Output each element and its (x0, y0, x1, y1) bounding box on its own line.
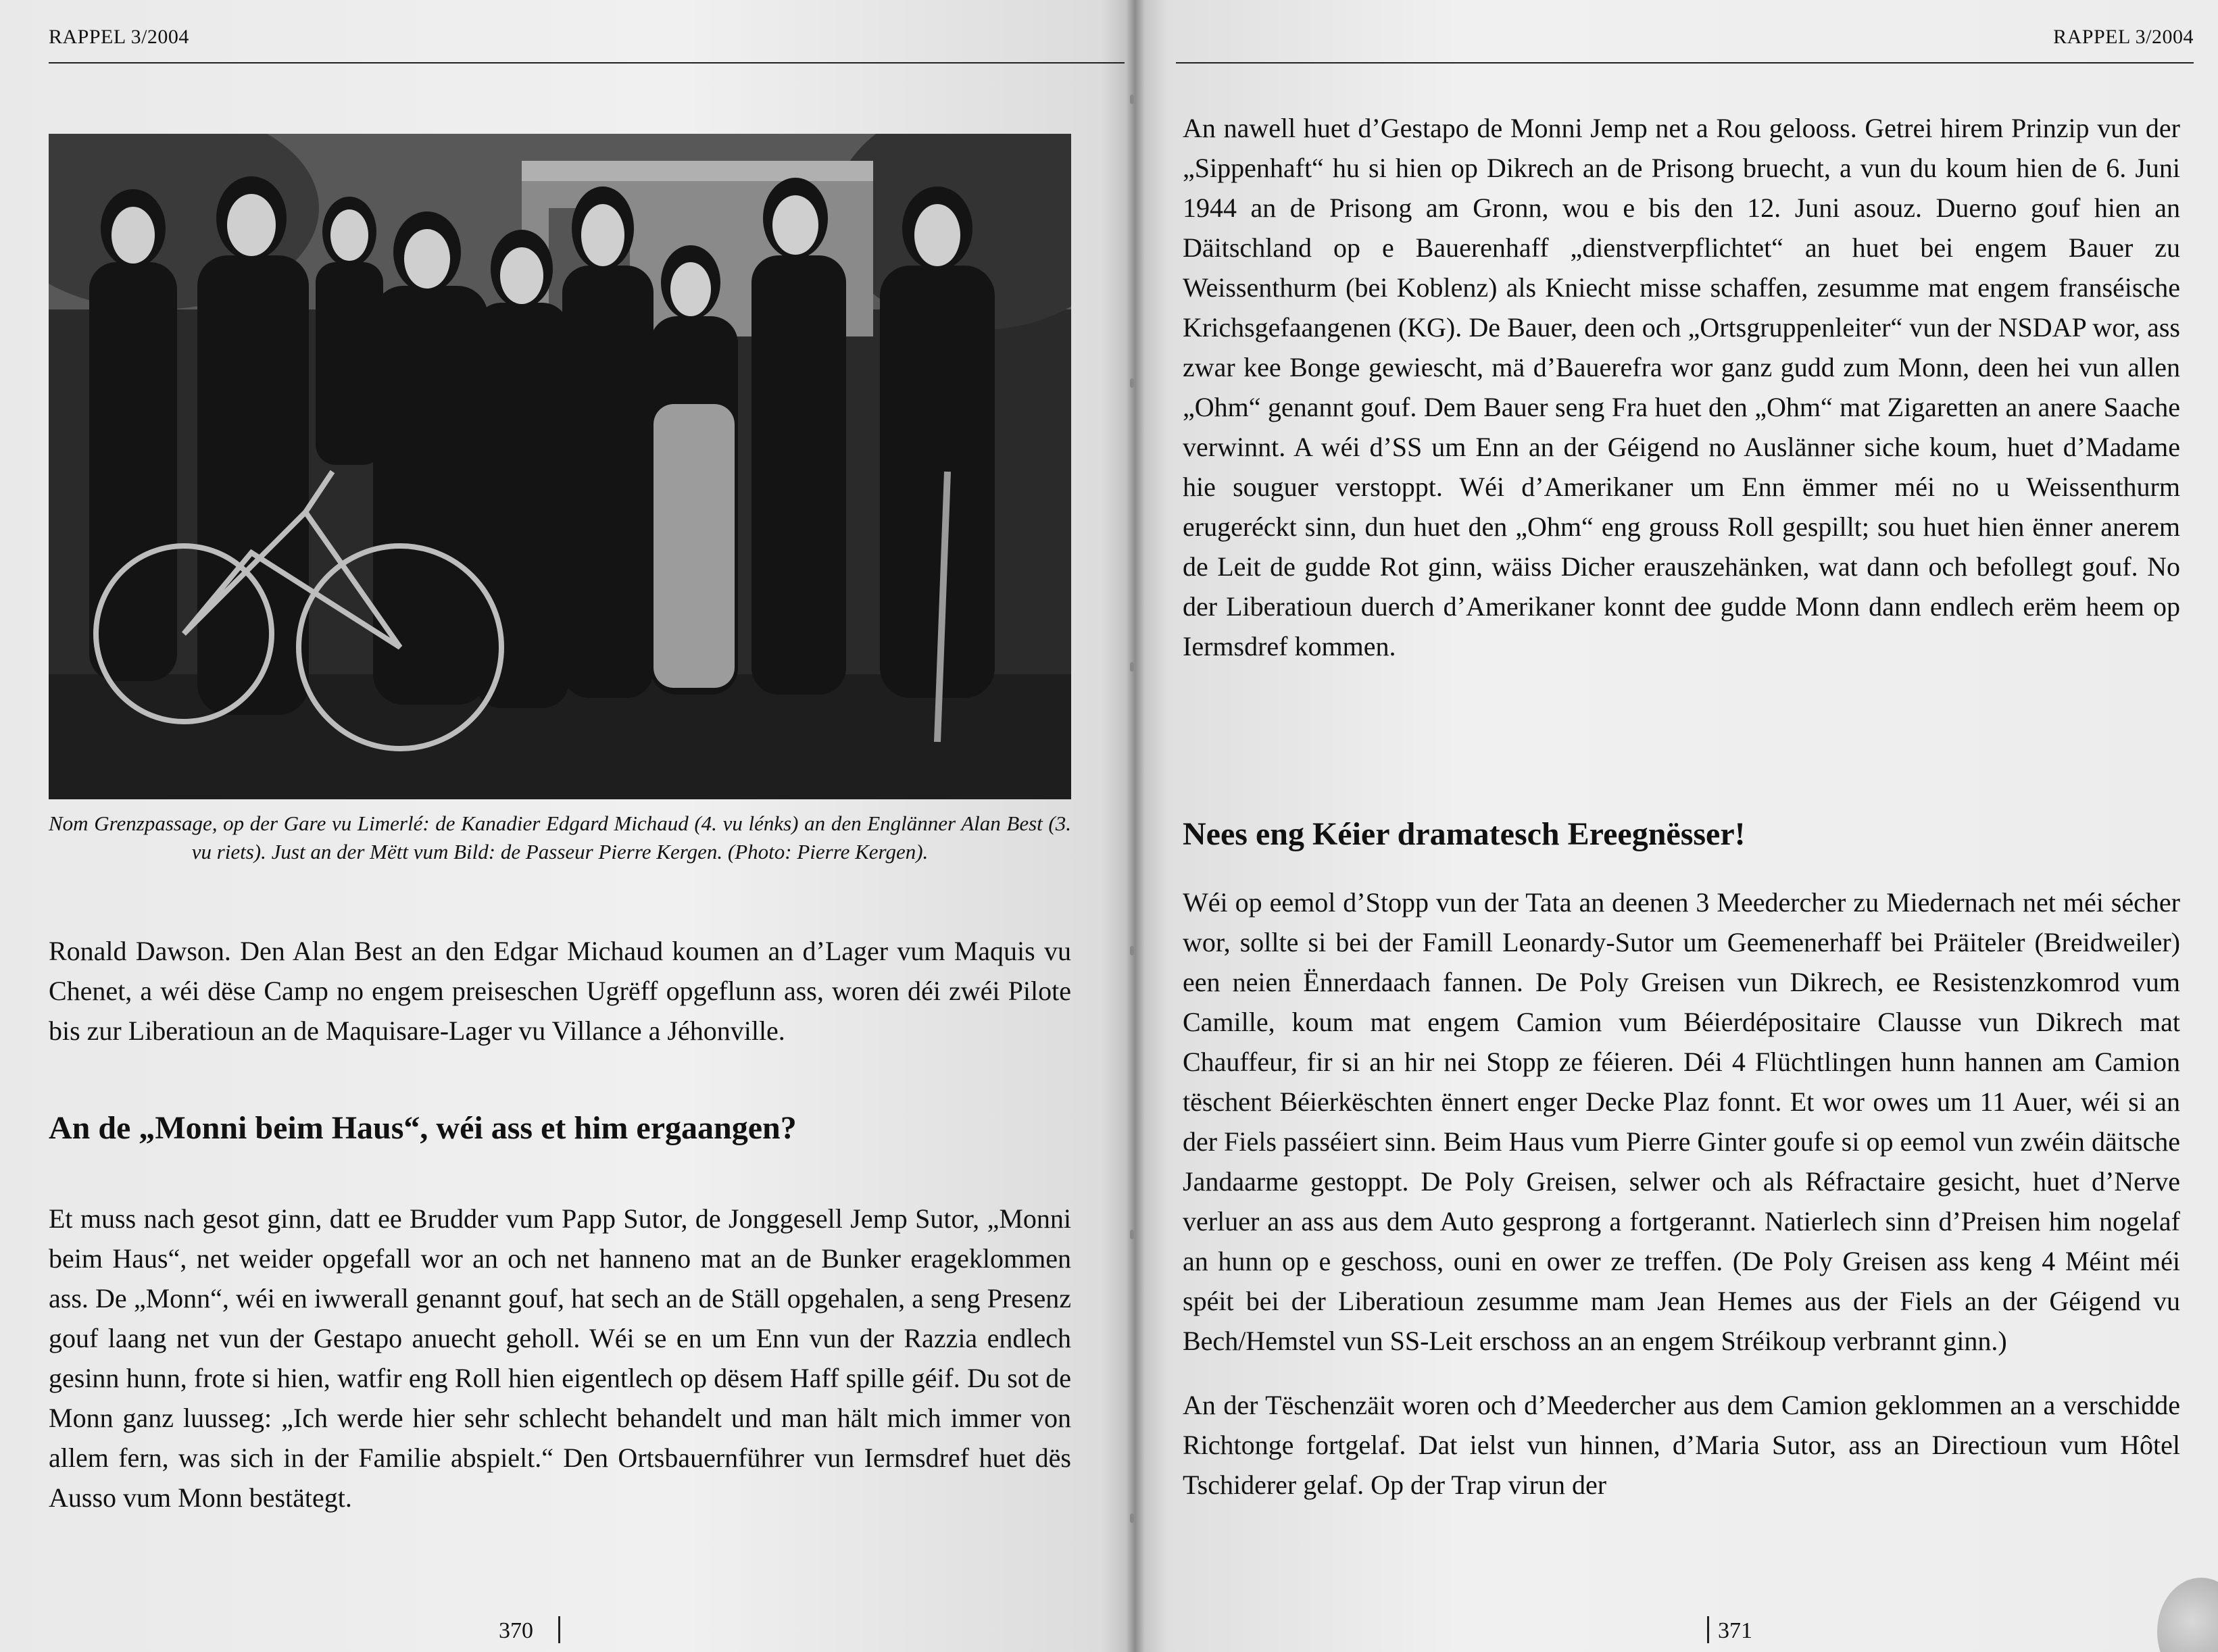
right-header-rule (1176, 62, 2194, 64)
right-paragraph-1-text: An nawell huet d’Gestapo de Monni Jemp net a Rou gelooss. Getrei hirem Prinzip vun der „Sippenhaft“ hu si hien op Dikrech an de Prisong bruecht, a vun du koum hien de 6. Juni 1944 an de Prisong am Gronn, wou e bis den 12. Juni asouz. Duerno gouf hien an Däitschland op e Bauerenhaff „dienstverpflichtet“ an huet bei engem Bauer zu Weissenthurm (bei Koblenz) als Kniecht misse schaffen, zesumme mat engem franséische Krichsgefaangenen (KG). De Bauer, deen och „Ortsgruppenleiter“ vun der NSDAP wor, ass zwar kee Bonge gewiescht, mä d’Bauerefra wor ganz gudd zum Monn, deen hei vun allen „Ohm“ genannt gouf. Dem Bauer seng Fra huet den „Ohm“ mat Zigaretten an anere Saache verwinnt. A wéi d’SS um Enn an der Géigend no Auslänner siche koum, huet d’Madame hie souguer verstoppt. Wéi d’Amerikaner um Enn ëmmer méi no u Weissenthurm erugeréckt sinn, dun huet den „Ohm“ eng grouss Roll gespillt; sou huet hien ënner anerem de Leit de gudde Rot ginn, wäiss Dicher erauszehänken, wat dann och befollegt gouf. No der Liberatioun duerch d’Amerikaner konnt dee gudde Monn dann endlech erëm heem op Iermsdref kommen. (1183, 113, 2180, 661)
binding-stitch (1130, 1230, 1134, 1239)
left-page-number: 370 (499, 1618, 533, 1643)
book-gutter (1126, 0, 1145, 1652)
group-photo-illustration (49, 134, 1071, 799)
right-paragraph-1 (1183, 108, 2180, 666)
right-running-head: RAPPEL 3/2004 (2053, 26, 2194, 48)
right-paragraph-3-text: An der Tëschenzäit woren och d’Meedercher aus dem Camion geklommen an a verschidde Richtonge fortgelaf. Dat ielst vun hinnen, d’Maria Sutor, ass an Directioun vum Hôtel Tschiderer gelaf. Op der Trap virun der (1183, 1390, 2180, 1500)
left-running-head: RAPPEL 3/2004 (49, 26, 189, 48)
binding-stitch (1130, 946, 1134, 955)
right-page (1135, 0, 2218, 1652)
historical-photo (49, 134, 1071, 799)
left-paragraph-2 (49, 1199, 1071, 1518)
left-paragraph-1-text: Ronald Dawson. Den Alan Best an den Edgar Michaud koumen an d’Lager vum Maquis vu Chenet, a wéi dëse Camp no engem preiseschen Ugrëff opgeflunn ass, woren déi zwéi Pilote bis zur Liberatioun an de Maquisare-Lager vu Villance a Jéhonville. (49, 936, 1071, 1046)
right-section-heading: Nees eng Kéier dramatesch Ereegnësser! (1183, 816, 1746, 852)
binding-stitch (1130, 95, 1134, 104)
left-section-heading: An de „Monni beim Haus“, wéi ass et him ergaangen? (49, 1110, 797, 1146)
binding-stitch (1130, 662, 1134, 672)
right-paragraph-2-text: Wéi op eemol d’Stopp vun der Tata an deenen 3 Meedercher zu Miedernach net méi sécher wor, sollte si bei der Famill Leonardy-Sutor um Geemenerhaff bei Präiteler (Breidweiler) een neien Ënnerdaach fannen. De Poly Greisen vun Dikrech, ee Resistenzkomrod vum Camille, koum mat engem Camion vum Béierdépositaire Clausse vun Dikrech mat Chauffeur, fir si an hir nei Stopp ze féieren. Déi 4 Flüchtlingen hunn hannen am Camion tëschent Béierkëschten ënnert enger Decke Plaz fonnt. Et wor owes um 11 Auer, wéi si an der Fiels passéiert sinn. Beim Haus vum Pierre Ginter goufe si op eemol vun zwéin däitsche Jandaarme gestoppt. De Poly Greisen, selwer och als Réfractaire gesicht, huet d’Nerve verluer an ass aus dem Auto gesprong a fortgerannt. Natierlech sinn d’Preisen him nogelaf an hunn op e geschoss, ouni en ower ze treffen. (De Poly Greisen ass keng 4 Méint méi spéit bei der Liberatioun zesumme mam Jean Hemes aus der Fiels an der Géigend vu Bech/Hemstel vun SS-Leit erschoss an an engem Stréikoup verbrannt ginn.) (1183, 887, 2180, 1356)
left-paragraph-2-text: Et muss nach gesot ginn, datt ee Brudder vum Papp Sutor, de Jonggesell Jemp Sutor, „Monni beim Haus“, net weider opgefall wor an och net hanneno mat an de Bunker erageklommen ass. De „Monn“, wéi en iwwerall genannt gouf, hat sech an de Ställ opgehalen, a seng Presenz gouf laang net vun der Gestapo anuecht geholl. Wéi se en um Enn vun der Razzia endlech gesinn hunn, frote si hien, watfir eng Roll hien eigentlech op dësem Haff spille géif. Du sot de Monn ganz luusseg: „Ich werde hier sehr schlecht behandelt und man hält mich immer von allem fern, was sich in der Familie abspielt.“ Den Ortsbauernführer vun Iermsdref huet dës Ausso vum Monn bestätegt. (49, 1203, 1071, 1513)
thumb-shadow (2157, 1578, 2218, 1652)
left-paragraph-1 (49, 931, 1071, 1051)
left-folio-bar (558, 1616, 560, 1643)
binding-stitch (1130, 378, 1134, 388)
right-page-number: 371 (1718, 1618, 1752, 1643)
right-folio-bar (1707, 1616, 1709, 1643)
right-paragraph-2 (1183, 882, 2180, 1505)
left-header-rule (49, 62, 1125, 64)
photo-caption (49, 809, 1071, 866)
binding-stitch (1130, 1513, 1134, 1523)
photo-caption-text: Nom Grenzpassage, op der Gare vu Limerlé: de Kanadier Edgard Michaud (4. vu lénks) an den Englänner Alan Best (3. vu riets). Just an der Mëtt vum Bild: de Passeur Pierre Kergen. (Photo: Pierre Kergen). (49, 811, 1071, 863)
